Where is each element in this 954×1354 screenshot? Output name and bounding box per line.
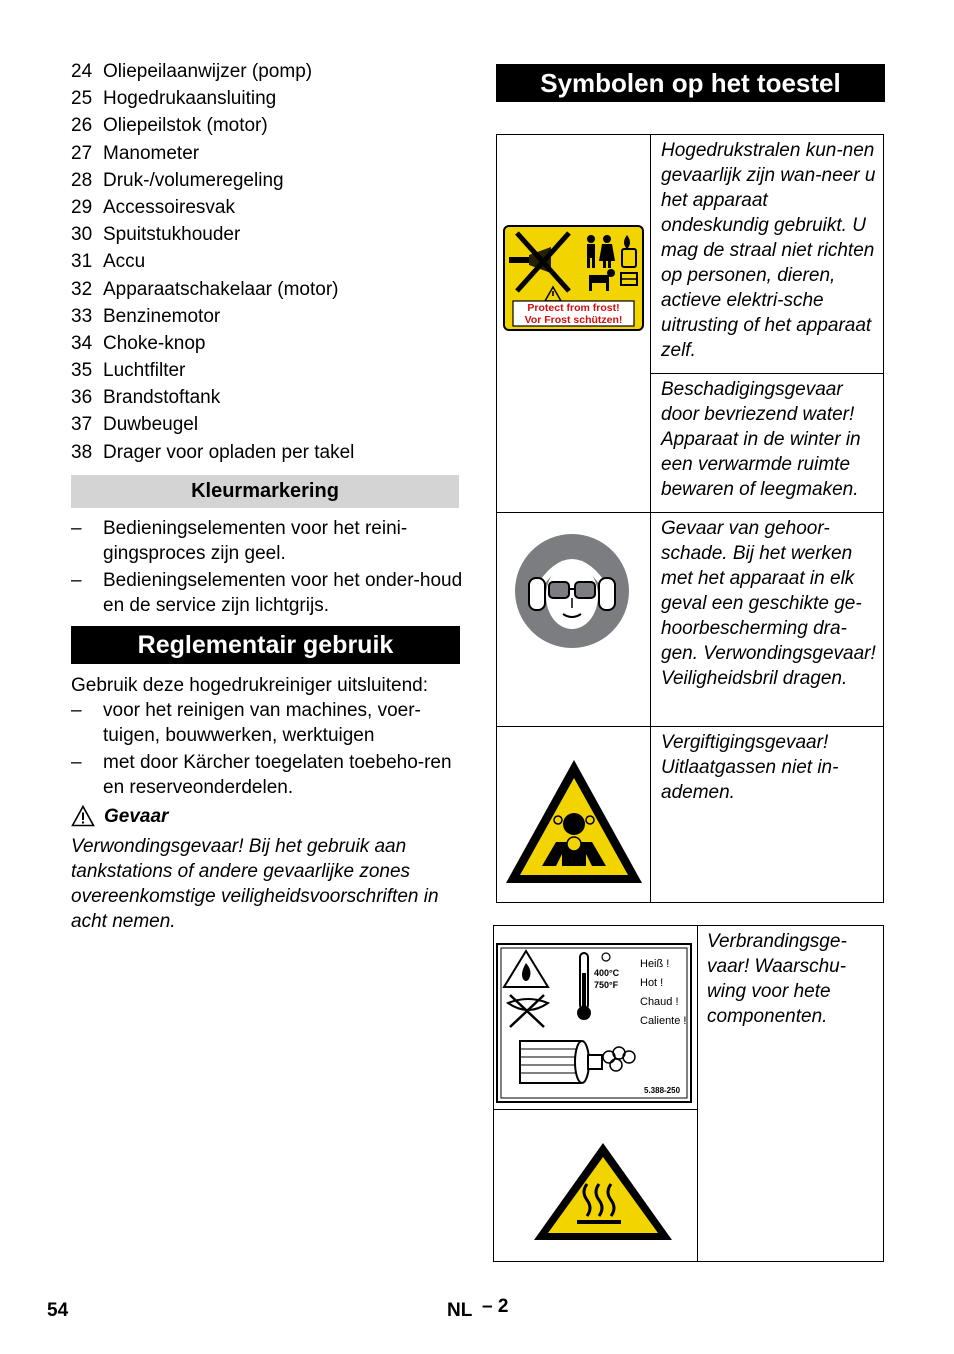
- reglementair-heading: Reglementair gebruik: [71, 626, 460, 664]
- hearing-protection-sign: [513, 532, 631, 650]
- parts-list-number: 33: [71, 305, 93, 327]
- parts-list-item: [71, 357, 461, 384]
- danger-label: Gevaar: [104, 806, 169, 827]
- cell-high-pressure: Hogedrukstralen kun-nen gevaarlijk zijn wan-neer u het apparaat ondeskundig gebruikt. U mag de straal niet richten op personen, dieren, actieve elektri-sche uitrusting of het apparaat zelf.: [661, 140, 876, 361]
- parts-list-label: Apparaatschakelaar (motor): [103, 278, 339, 300]
- cell-burn: Verbrandingsge-vaar! Waarschu-wing voor hete componenten.: [707, 931, 847, 1027]
- parts-list-item: [71, 140, 461, 167]
- parts-list-item: [71, 85, 461, 112]
- high-pressure-sticker: [503, 225, 644, 331]
- parts-list-label: Luchtfilter: [103, 360, 186, 382]
- parts-list-label: Benzinemotor: [103, 305, 221, 327]
- high-pressure-warning-icon: [503, 225, 644, 331]
- frost-label-de: Vor Frost schützen!: [524, 314, 623, 326]
- parts-list-number: 38: [71, 441, 93, 463]
- parts-list-item: [71, 411, 461, 438]
- parts-list-number: 26: [71, 115, 93, 137]
- hot-components-icon: [496, 943, 692, 1103]
- ear-eye-protection-icon: [513, 532, 631, 650]
- hot-components-sticker: [496, 943, 692, 1103]
- parts-list-item: [71, 303, 461, 330]
- hot-word-en: Hot !: [640, 977, 664, 989]
- parts-list-item: [71, 276, 461, 303]
- parts-list-item: [71, 248, 461, 275]
- parts-list-label: Brandstoftank: [103, 387, 221, 409]
- parts-list-number: 29: [71, 196, 93, 218]
- toxic-fumes-warning-icon: [504, 758, 644, 886]
- parts-list-number: 32: [71, 278, 93, 300]
- parts-list-number: 37: [71, 414, 93, 436]
- parts-list: [71, 58, 461, 466]
- parts-list-label: Hogedrukaansluiting: [103, 88, 277, 110]
- table-divider: [496, 512, 884, 513]
- parts-list-label: Drager voor opladen per takel: [103, 441, 355, 463]
- table-divider: [493, 1109, 697, 1110]
- parts-list-label: Choke-knop: [103, 332, 206, 354]
- table-divider: [650, 373, 884, 374]
- parts-list-number: 34: [71, 332, 93, 354]
- parts-list-item: [71, 439, 461, 466]
- parts-list-number: 24: [71, 61, 93, 82]
- kleurmarkering-heading: Kleurmarkering: [71, 475, 459, 508]
- kleur-item-1: – Bedieningselementen voor het reini-gingsproces zijn geel.: [71, 518, 408, 564]
- parts-list-item: [71, 167, 461, 194]
- parts-list-number: 25: [71, 88, 93, 110]
- danger-text: Verwondingsgevaar! Bij het gebruik aan tankstations of andere gevaarlijke zones overeenkomstige veiligheidsvoorschriften in acht nemen.: [71, 836, 439, 932]
- sticker-code: 5.388-250: [644, 1086, 681, 1095]
- hot-word-es: Caliente !: [640, 1015, 687, 1027]
- toxic-fumes-sign: [504, 758, 644, 886]
- parts-list-number: 28: [71, 169, 93, 191]
- parts-list-number: 30: [71, 224, 93, 246]
- cell-toxic: Vergiftigingsgevaar! Uitlaatgassen niet in-ademen.: [661, 732, 839, 803]
- cell-frost: Beschadigingsgevaar door bevriezend water! Apparaat in de winter in een verwarmde ruimte bewaren of leegmaken.: [661, 379, 861, 500]
- parts-list-number: 36: [71, 387, 93, 409]
- hot-surface-sign: [533, 1142, 673, 1242]
- sub-page-number: – 2: [482, 1296, 509, 1317]
- parts-list-label: Druk-/volumeregeling: [103, 169, 284, 191]
- table-divider: [697, 925, 698, 1262]
- parts-list-item: [71, 58, 461, 85]
- parts-list-label: Oliepeilaanwijzer (pomp): [103, 61, 313, 82]
- parts-list-label: Spuitstukhouder: [103, 224, 241, 246]
- danger-heading: [71, 804, 271, 830]
- page-number: 54: [47, 1300, 69, 1321]
- parts-list-label: Duwbeugel: [103, 414, 199, 436]
- frost-label-en: Protect from frost!: [527, 302, 620, 314]
- parts-list-item: [71, 330, 461, 357]
- warning-triangle-icon: [71, 805, 95, 827]
- reglementair-item-1: – voor het reinigen van machines, voer-tuigen, bouwwerken, werktuigen: [71, 700, 421, 746]
- hot-word-de: Heiß !: [640, 958, 670, 970]
- temp-celsius: 400°C: [594, 968, 620, 978]
- reglementair-intro: Gebruik deze hogedrukreiniger uitsluitend:: [71, 675, 428, 696]
- parts-list-number: 27: [71, 142, 93, 164]
- hot-surface-warning-icon: [533, 1142, 673, 1242]
- reglementair-item-2: – met door Kärcher toegelaten toebeho-ren en reserveonderdelen.: [71, 752, 452, 798]
- parts-list-item: [71, 194, 461, 221]
- parts-list-number: 31: [71, 251, 93, 273]
- temp-fahrenheit: 750°F: [594, 980, 619, 990]
- parts-list-label: Oliepeilstok (motor): [103, 115, 268, 137]
- parts-list-label: Accu: [103, 251, 146, 273]
- parts-list-number: 35: [71, 360, 93, 382]
- parts-list-item: [71, 221, 461, 248]
- parts-list-label: Manometer: [103, 142, 200, 164]
- parts-list-item: [71, 384, 461, 411]
- parts-list-label: Accessoiresvak: [103, 196, 235, 218]
- hot-word-fr: Chaud !: [640, 996, 679, 1008]
- table-divider: [496, 726, 884, 727]
- parts-list-item: [71, 112, 461, 139]
- symbolen-heading: Symbolen op het toestel: [496, 64, 885, 102]
- table-divider: [650, 134, 651, 903]
- language-code: NL: [447, 1300, 473, 1321]
- kleur-item-2: – Bedieningselementen voor het onder-houd en de service zijn lichtgrijs.: [71, 570, 463, 616]
- cell-hearing: Gevaar van gehoor-schade. Bij het werken met het apparaat in elk geval een geschikte ge-hoorbescherming dra-gen. Verwondingsgevaar! Veiligheidsbril dragen.: [661, 518, 876, 689]
